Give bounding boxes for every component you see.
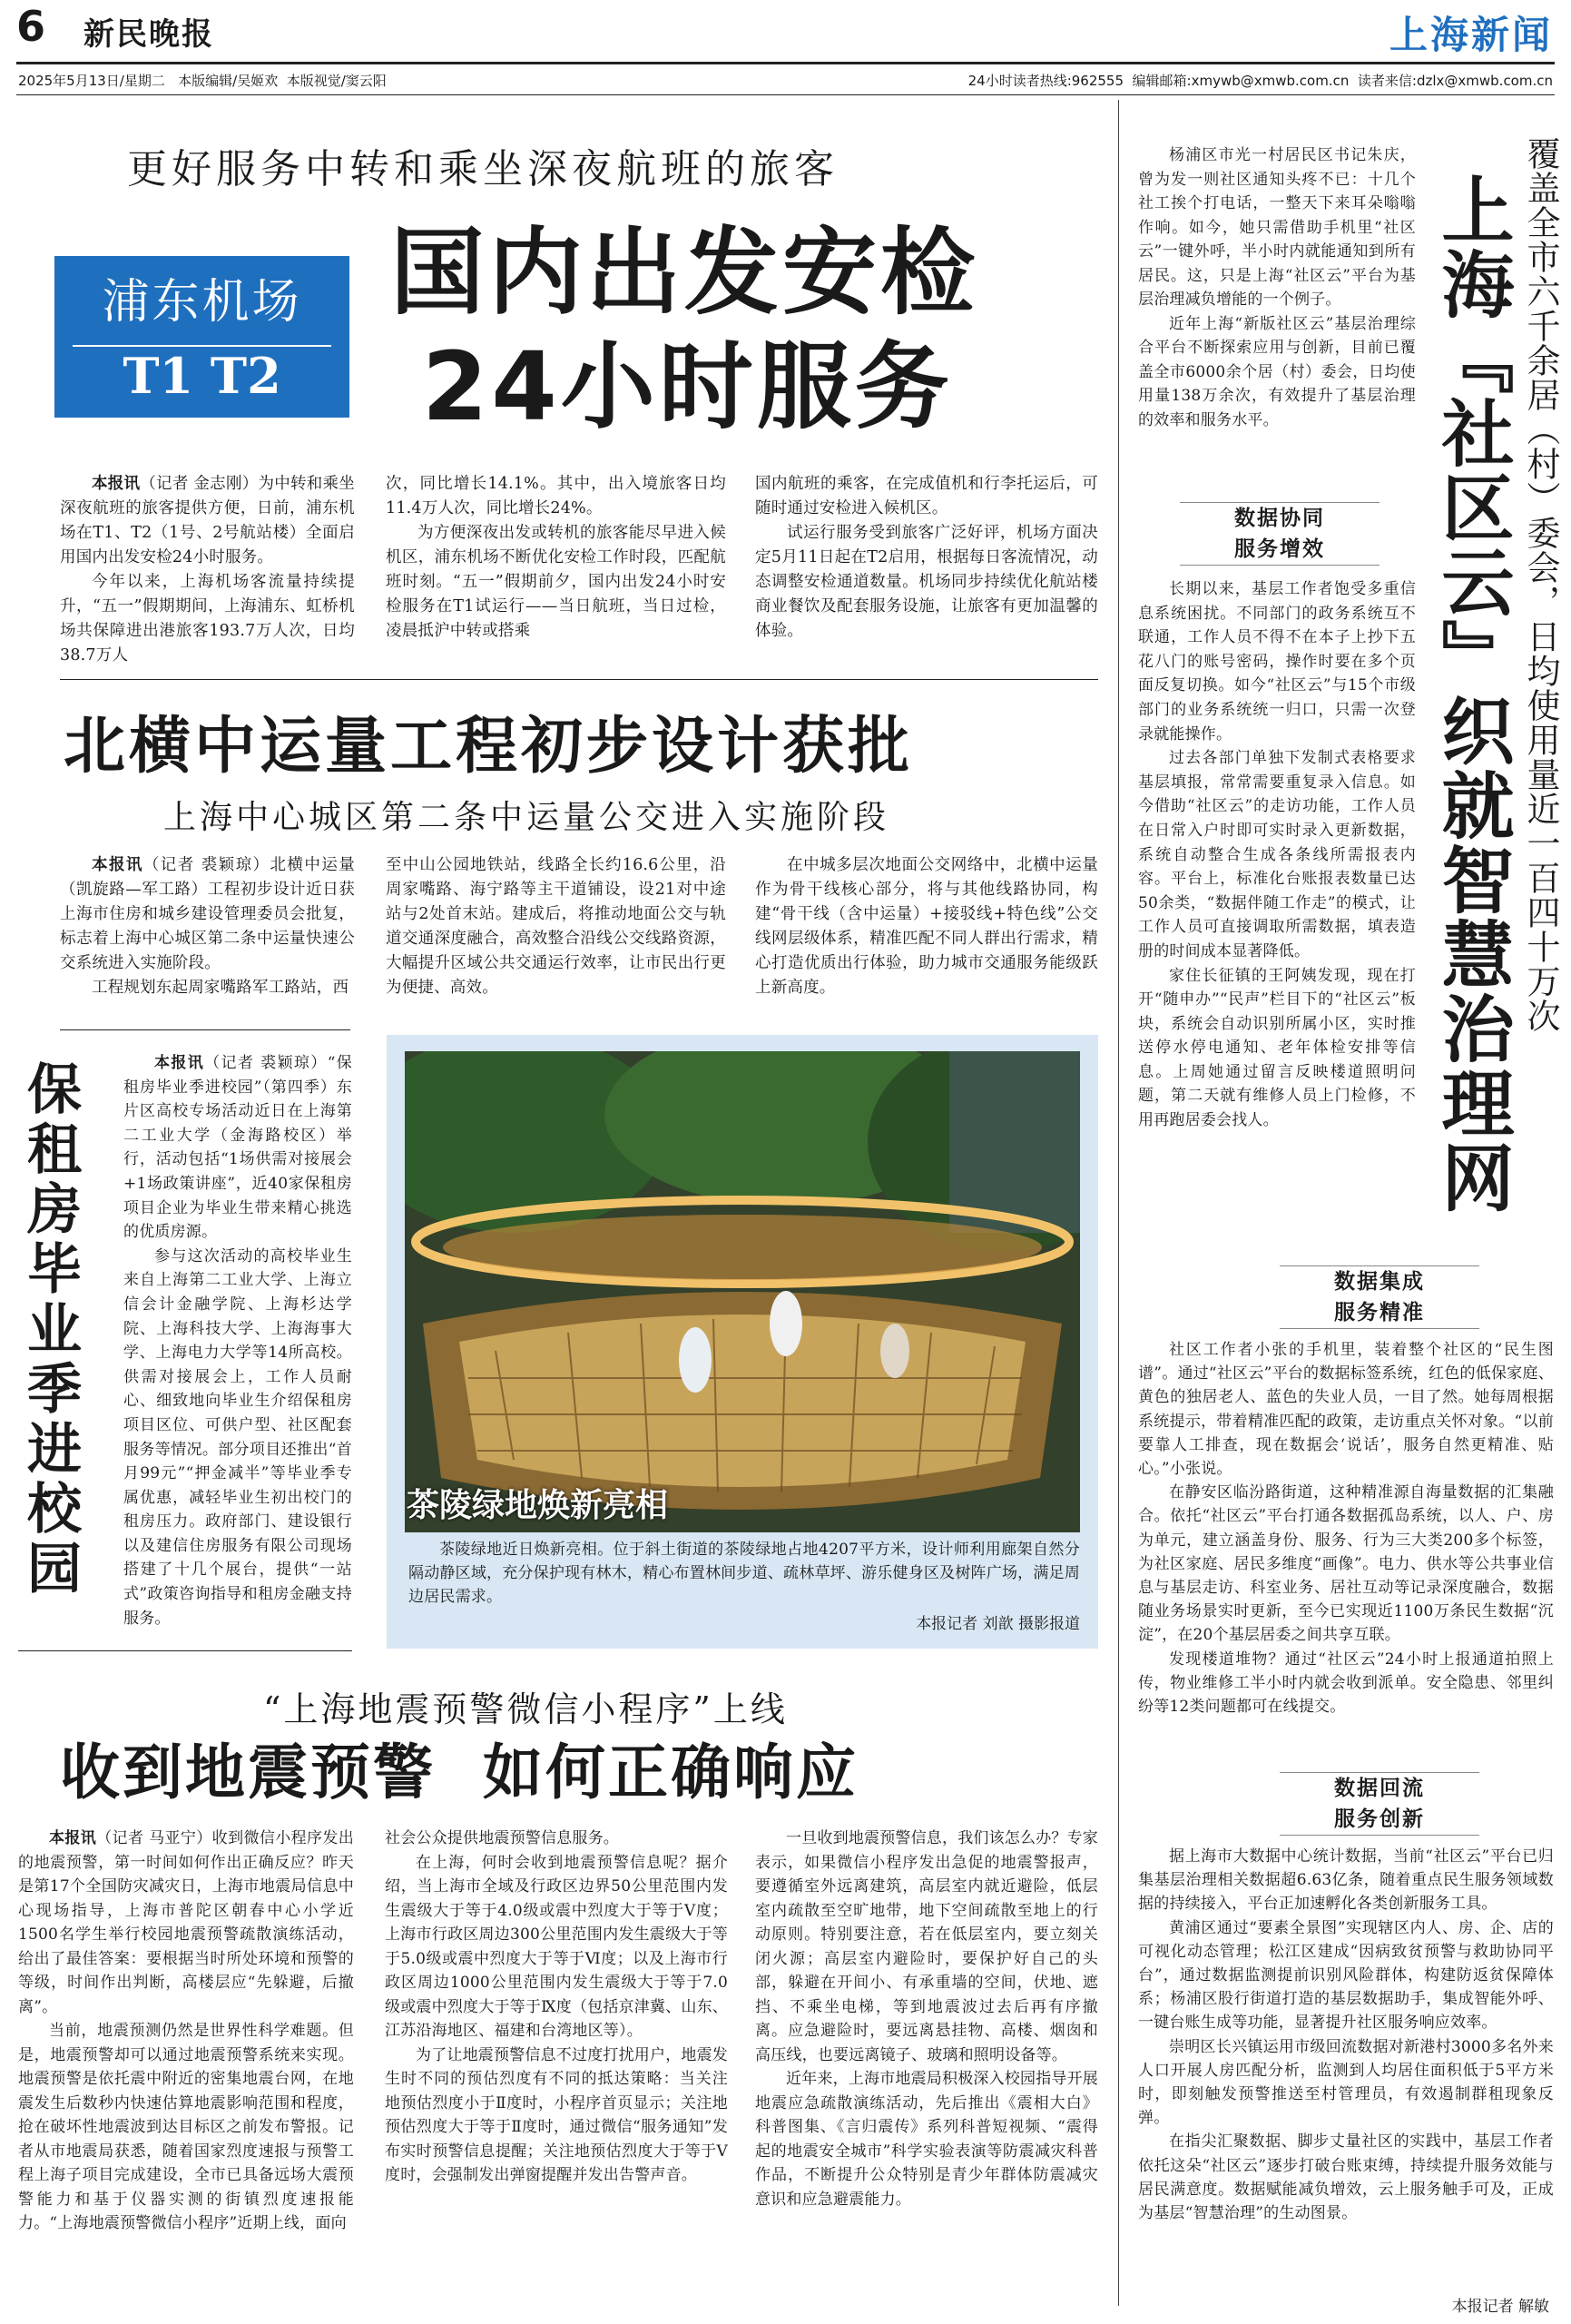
- cloud-subhead-3: 数据回流 服务创新: [1280, 1772, 1479, 1836]
- quake-col-3: 一旦收到地震预警信息，我们该怎么办？专家表示，如果微信小程序发出急促的地震警报声，要遵循室外远离建筑，高层室内就近避险，低层室内疏散至空旷地带，地下空间疏散至地上的行动原则。特别要注意，若在低层室内，要立刻关闭火源；高层室内避险时，要保护好自己的头部，躲避在开间小、有承重墙的空间，伏地、遮挡、不乘坐电梯，等到地震波过去后再有序撤离。应急避险时，要远离悬挂物、高楼、烟囱和高压线，也要远离镜子、玻璃和照明设备等。 近年来，上海市地震局积极深入校园指导开展地震应急疏散演练活动，先后推出《震相大白》科普图集、《言归震传》系列科普短视频、“震得起的地震安全城市”科学实验表演等防震减灾科普作品，不断提升公众特别是青少年群体防震减灾意识和应急避震能力。: [755, 1829, 1098, 2209]
- badge-top: 浦东机场: [102, 275, 302, 330]
- photo-caption-title: 茶陵绿地焕新亮相: [407, 1487, 669, 1524]
- airport-kicker: 更好服务中转和乘坐深夜航班的旅客: [127, 146, 839, 192]
- metro-col-2: 至中山公园地铁站，线路全长约16.6公里，沿周家嘴路、海宁路等主干道铺设，设21对中途站与2处首末站。建成后，将推动地面公交与轨道交通深度融合，高效整合沿线公交线路资源，大幅提升区域公共交通运行效率，让市民出行更为便捷、高效。: [386, 856, 726, 997]
- section-name: 上海新闻: [1389, 13, 1553, 57]
- masthead-rule-2: [16, 94, 1555, 95]
- airport-col-1: 本报讯（记者 金志刚）为中转和乘坐深夜航班的旅客提供方便，日前，浦东机场在T1、T2（1号、2号航站楼）全面启用国内出发安检24小时服务。 今年以来，上海机场客流量持续提升，“五一”假期期间，上海浦东、虹桥机场共保障进出港旅客193.7万人次，日均38.7万人: [60, 475, 355, 665]
- quake-kicker: “上海地震预警微信小程序”上线: [263, 1689, 788, 1729]
- date-line: 2025年5月13日/星期二 本版编辑/吴姬欢 本版视觉/窦云阳: [18, 73, 387, 89]
- photo-caption: 茶陵绿地近日焕新亮相。位于斜土街道的茶陵绿地占地4207平方米，设计师利用廊架自然分隔动静区域，充分保护现有林木，精心布置林间步道、疏林草坪、游乐健身区及树阵广场，满足周边居民需求。: [408, 1541, 1080, 1606]
- housing-headline: 保租房毕业季进校园: [18, 1060, 82, 1600]
- rule-housing-bottom: [18, 1650, 352, 1651]
- airport-headline-2: 24小时服务: [422, 331, 953, 442]
- page-number: 6: [16, 2, 46, 51]
- cloud-subhead-2: 数据集成 服务精准: [1280, 1265, 1479, 1329]
- cloud-section-3: 据上海市大数据中心统计数据，当前“社区云”平台已归集基层治理相关数据超6.63亿条，随着重点民生服务领域数据的持续接入，平台正加速孵化各类创新服务工具。 黄浦区通过“要素全景图”实现辖区内人、房、企、店的可视化动态管理；松江区建成“因病致贫预警与救助协同平台”，通过数据监测提前识别风险群体，构建防返贫保障体系；杨浦区股行街道打造的基层数据助手，集成智能外呼、一键台账生成等功能，显著提升社区服务响应效率。 崇明区长兴镇运用市级回流数据对新港村3000多名外来人口开展人房匹配分析，监测到人均居住面积低于5平方米时，即刻触发预警推送至村管理员，有效遏制群租现象反弹。 在指尖汇聚数据、脚步丈量社区的实践中，基层工作者依托这朵“社区云”逐步打破台账束缚，持续提升服务效能与居民满意度。数据赋能减负增效，云上服务触手可及，正成为基层“智慧治理”的生动图景。: [1138, 1847, 1554, 2223]
- rule-airport-bottom: [60, 679, 1098, 680]
- park-photo: [405, 1051, 1080, 1532]
- metro-headline: 北横中运量工程初步设计获批: [64, 711, 914, 783]
- cloud-section-1: 长期以来，基层工作者饱受多重信息系统困扰。不同部门的政务系统互不联通，工作人员不得不在本子上抄下五花八门的账号密码，操作时要在多个页面反复切换。如今“社区云”与15个市级部门的业务系统统一归口，只需一次登录就能操作。 过去各部门单独下发制式表格要求基层填报，常常需要重复录入信息。如今借助“社区云”的走访功能，工作人员在日常入户时即可实时录入更新数据，系统自动整合生成各条线所需报表内容。平台上，标准化台账报表数量已达50余类，“数据伴随工作走”的模式，让工作人员可直接调取所需数据，填表造册的时间成本显著降低。 家住长征镇的王阿姨发现，现在打开“随申办”“民声”栏目下的“社区云”板块，系统会自动识别所属小区，实时推送停水停电通知、老年体检安排等信息。上周她通过留言反映楼道照明问题，第二天就有维修人员上门检修，不用再跑居委会找人。: [1138, 580, 1416, 1130]
- photo-panel: [387, 1035, 1098, 1649]
- airport-col-3: 国内航班的乘客，在完成值机和行李托运后，可随时通过安检进入候机区。 试运行服务受到旅客广泛好评，机场方面决定5月11日起在T2启用，根据每日客流情况，动态调整安检通道数量。机场同步持续优化航站楼商业餐饮及配套服务设施，让旅客有更加温馨的体验。: [755, 475, 1098, 640]
- airport-headline-1: 国内出发安检: [390, 217, 979, 328]
- cloud-section-2: 社区工作者小张的手机里，装着整个社区的“民生图谱”。通过“社区云”平台的数据标签系统，红色的低保家庭、黄色的独居老人、蓝色的失业人员，一目了然。她每周根据系统提示，带着精准匹配的政策，走访重点关怀对象。“以前要靠人工排查，现在数据会‘说话’，服务自然更精准、贴心。”小张说。 在静安区临汾路街道，这种精准源自海量数据的汇集融合。依托“社区云”平台打通各数据孤岛系统，以人、户、房为单元，建立涵盖身份、服务、行为三大类200多个标签，为社区家庭、居民多维度“画像”。电力、供水等公共事业信息与基层走访、科室业务、居社互动等记录深度融合，数据随业务场景实时更新，至今已实现近1100万条民生数据“沉淀”，在20个基层居委之间共享互联。 发现楼道堆物？通过“社区云”24小时上报通道拍照上传，物业维修工半小时内就会收到派单。安全隐患、邻里纠纷等12类问题都可在线提交。: [1138, 1341, 1554, 1717]
- right-column-divider: [1118, 100, 1119, 2306]
- airport-byline: 本报讯: [92, 475, 141, 493]
- masthead-rule: [16, 62, 1555, 64]
- airport-badge: [54, 256, 349, 418]
- quake-col-2: 社会公众提供地震预警信息服务。 在上海，何时会收到地震预警信息呢？据介绍，当上海市全域及行政区边界50公里范围内发生震级大于等于4.0级或震中烈度大于等于Ⅴ度；上海市行政区周边300公里范围内发生震级大于等于5.0级或震中烈度大于等于Ⅵ度；以及上海市行政区周边1000公里范围内发生震级大于等于7.0级或震中烈度大于等于Ⅸ度（包括京津冀、山东、江苏沿海地区、福建和台湾地区等）。 为了让地震预警信息不过度打扰用户，地震发生时不同的预估烈度有不同的抵达策略：当关注地预估烈度小于Ⅱ度时，小程序首页显示；关注地预估烈度大于等于Ⅱ度时，通过微信“服务通知”发布实时预警信息提醒；关注地预估烈度大于等于Ⅴ度时，会强制发出弹窗提醒并发出告警声音。: [385, 1829, 728, 2184]
- cloud-vertical-kicker: 覆盖全市六千余居（村）委会，日均使用量近一百四十万次: [1521, 136, 1560, 1033]
- park-illustration: [405, 1051, 1080, 1532]
- paper-name: 新民晚报: [83, 16, 214, 53]
- housing-body: 本报讯（记者 裘颖琼）“保租房毕业季进校园”（第四季）东片区高校专场活动近日在上海第二工业大学（金海路校区）举行，活动包括“1场供需对接展会+1场政策讲座”，近40家保租房项目企业为毕业生带来精心挑选的优质房源。 参与这次活动的高校毕业生来自上海第二工业大学、上海立信会计金融学院、上海杉达学院、上海科技大学、上海海事大学、上海电力大学等14所高校。供需对接展会上，工作人员耐心、细致地向毕业生介绍保租房项目区位、可供户型、社区配套服务等情况。部分项目还推出“首月99元”“押金减半”等毕业季专属优惠，减轻毕业生初出校门的租房压力。政府部门、建设银行以及建信住房服务有限公司现场搭建了十几个展台，提供“一站式”政策咨询指导和租房金融支持服务。: [123, 1054, 352, 1628]
- airport-col-2: 次，同比增长14.1%。其中，出入境旅客日均11.4万人次，同比增长24%。 为方便深夜出发或转机的旅客能尽早进入候机区，浦东机场不断优化安检工作时段，匹配航班时刻。“五一”假期前夕，国内出发24小时安检服务在T1试运行——当日航班，当日过检，凌晨抵沪中转或搭乘: [386, 475, 726, 640]
- cloud-credit: 本报记者 解敏: [1451, 2298, 1549, 2316]
- badge-divider: [73, 345, 331, 347]
- rule-metro-bottom: [60, 1029, 350, 1030]
- quake-col-1: 本报讯（记者 马亚宁）收到微信小程序发出的地震预警，第一时间如何作出正确反应？昨天是第17个全国防灾减灾日，上海市地震局信息中心现场指导，上海市普陀区朝春中心小学近1500名学生举行校园地震预警疏散演练活动，给出了最佳答案：要根据当时所处环境和预警的等级，时间作出判断，高楼层应“先躲避，后撤离”。 当前，地震预测仍然是世界性科学难题。但是，地震预警却可以通过地震预警系统来实现。地震预警是依托震中附近的密集地震台网，在地震发生后数秒内快速估算地震影响范围和程度，抢在破坏性地震波到达目标区之前发布警报。记者从市地震局获悉，随着国家烈度速报与预警工程上海子项目完成建设，全市已具备远场大震预警能力和基于仪器实测的街镇烈度速报能力。“上海地震预警微信小程序”近期上线，面向: [18, 1829, 354, 2232]
- cloud-intro: 杨浦区市光一村居民区书记朱庆，曾为发一则社区通知头疼不已：十几个社工挨个打电话，一整天下来耳朵嗡嗡作响。如今，她只需借助手机里“社区云”一键外呼，半小时内就能通知到所有居民。这，只是上海“社区云”平台为基层治理减负增能的一个例子。 近年上海“新版社区云”基层治理综合平台不断探索应用与创新，目前已覆盖全市6000余个居（村）委会，日均使用量138万余次，有效提升了基层治理的效率和服务水平。: [1138, 146, 1416, 429]
- badge-bottom: T1 T2: [123, 347, 281, 405]
- contact-line: 24小时读者热线:962555 编辑邮箱:xmywb@xmwb.com.cn 读者来信:dzlx@xmwb.com.cn: [967, 73, 1553, 89]
- metro-col-1: 本报讯（记者 裘颖琼）北横中运量（凯旋路—军工路）工程初步设计近日获上海市住房和城乡建设管理委员会批复，标志着上海中心城区第二条中运量快速公交系统进入实施阶段。 工程规划东起周家嘴路军工路站，西: [60, 856, 355, 997]
- cloud-vertical-headline: 上海『社区云』织就智慧治理网: [1429, 172, 1514, 1215]
- photo-credit: 本报记者 刘歆 摄影报道: [916, 1615, 1080, 1633]
- metro-subhead: 上海中心城区第二条中运量公交进入实施阶段: [163, 799, 890, 836]
- quake-headline: 收到地震预警 如何正确响应: [60, 1738, 859, 1807]
- cloud-subhead-1: 数据协同 服务增效: [1180, 502, 1380, 566]
- metro-col-3: 在中城多层次地面公交网络中，北横中运量作为骨干线核心部分，将与其他线路协同，构建“骨干线（含中运量）+接驳线+特色线”公交线网层级体系，精准匹配不同人群出行需求，精心打造优质出行体验，助力城市交通服务能级跃上新高度。: [755, 856, 1098, 997]
